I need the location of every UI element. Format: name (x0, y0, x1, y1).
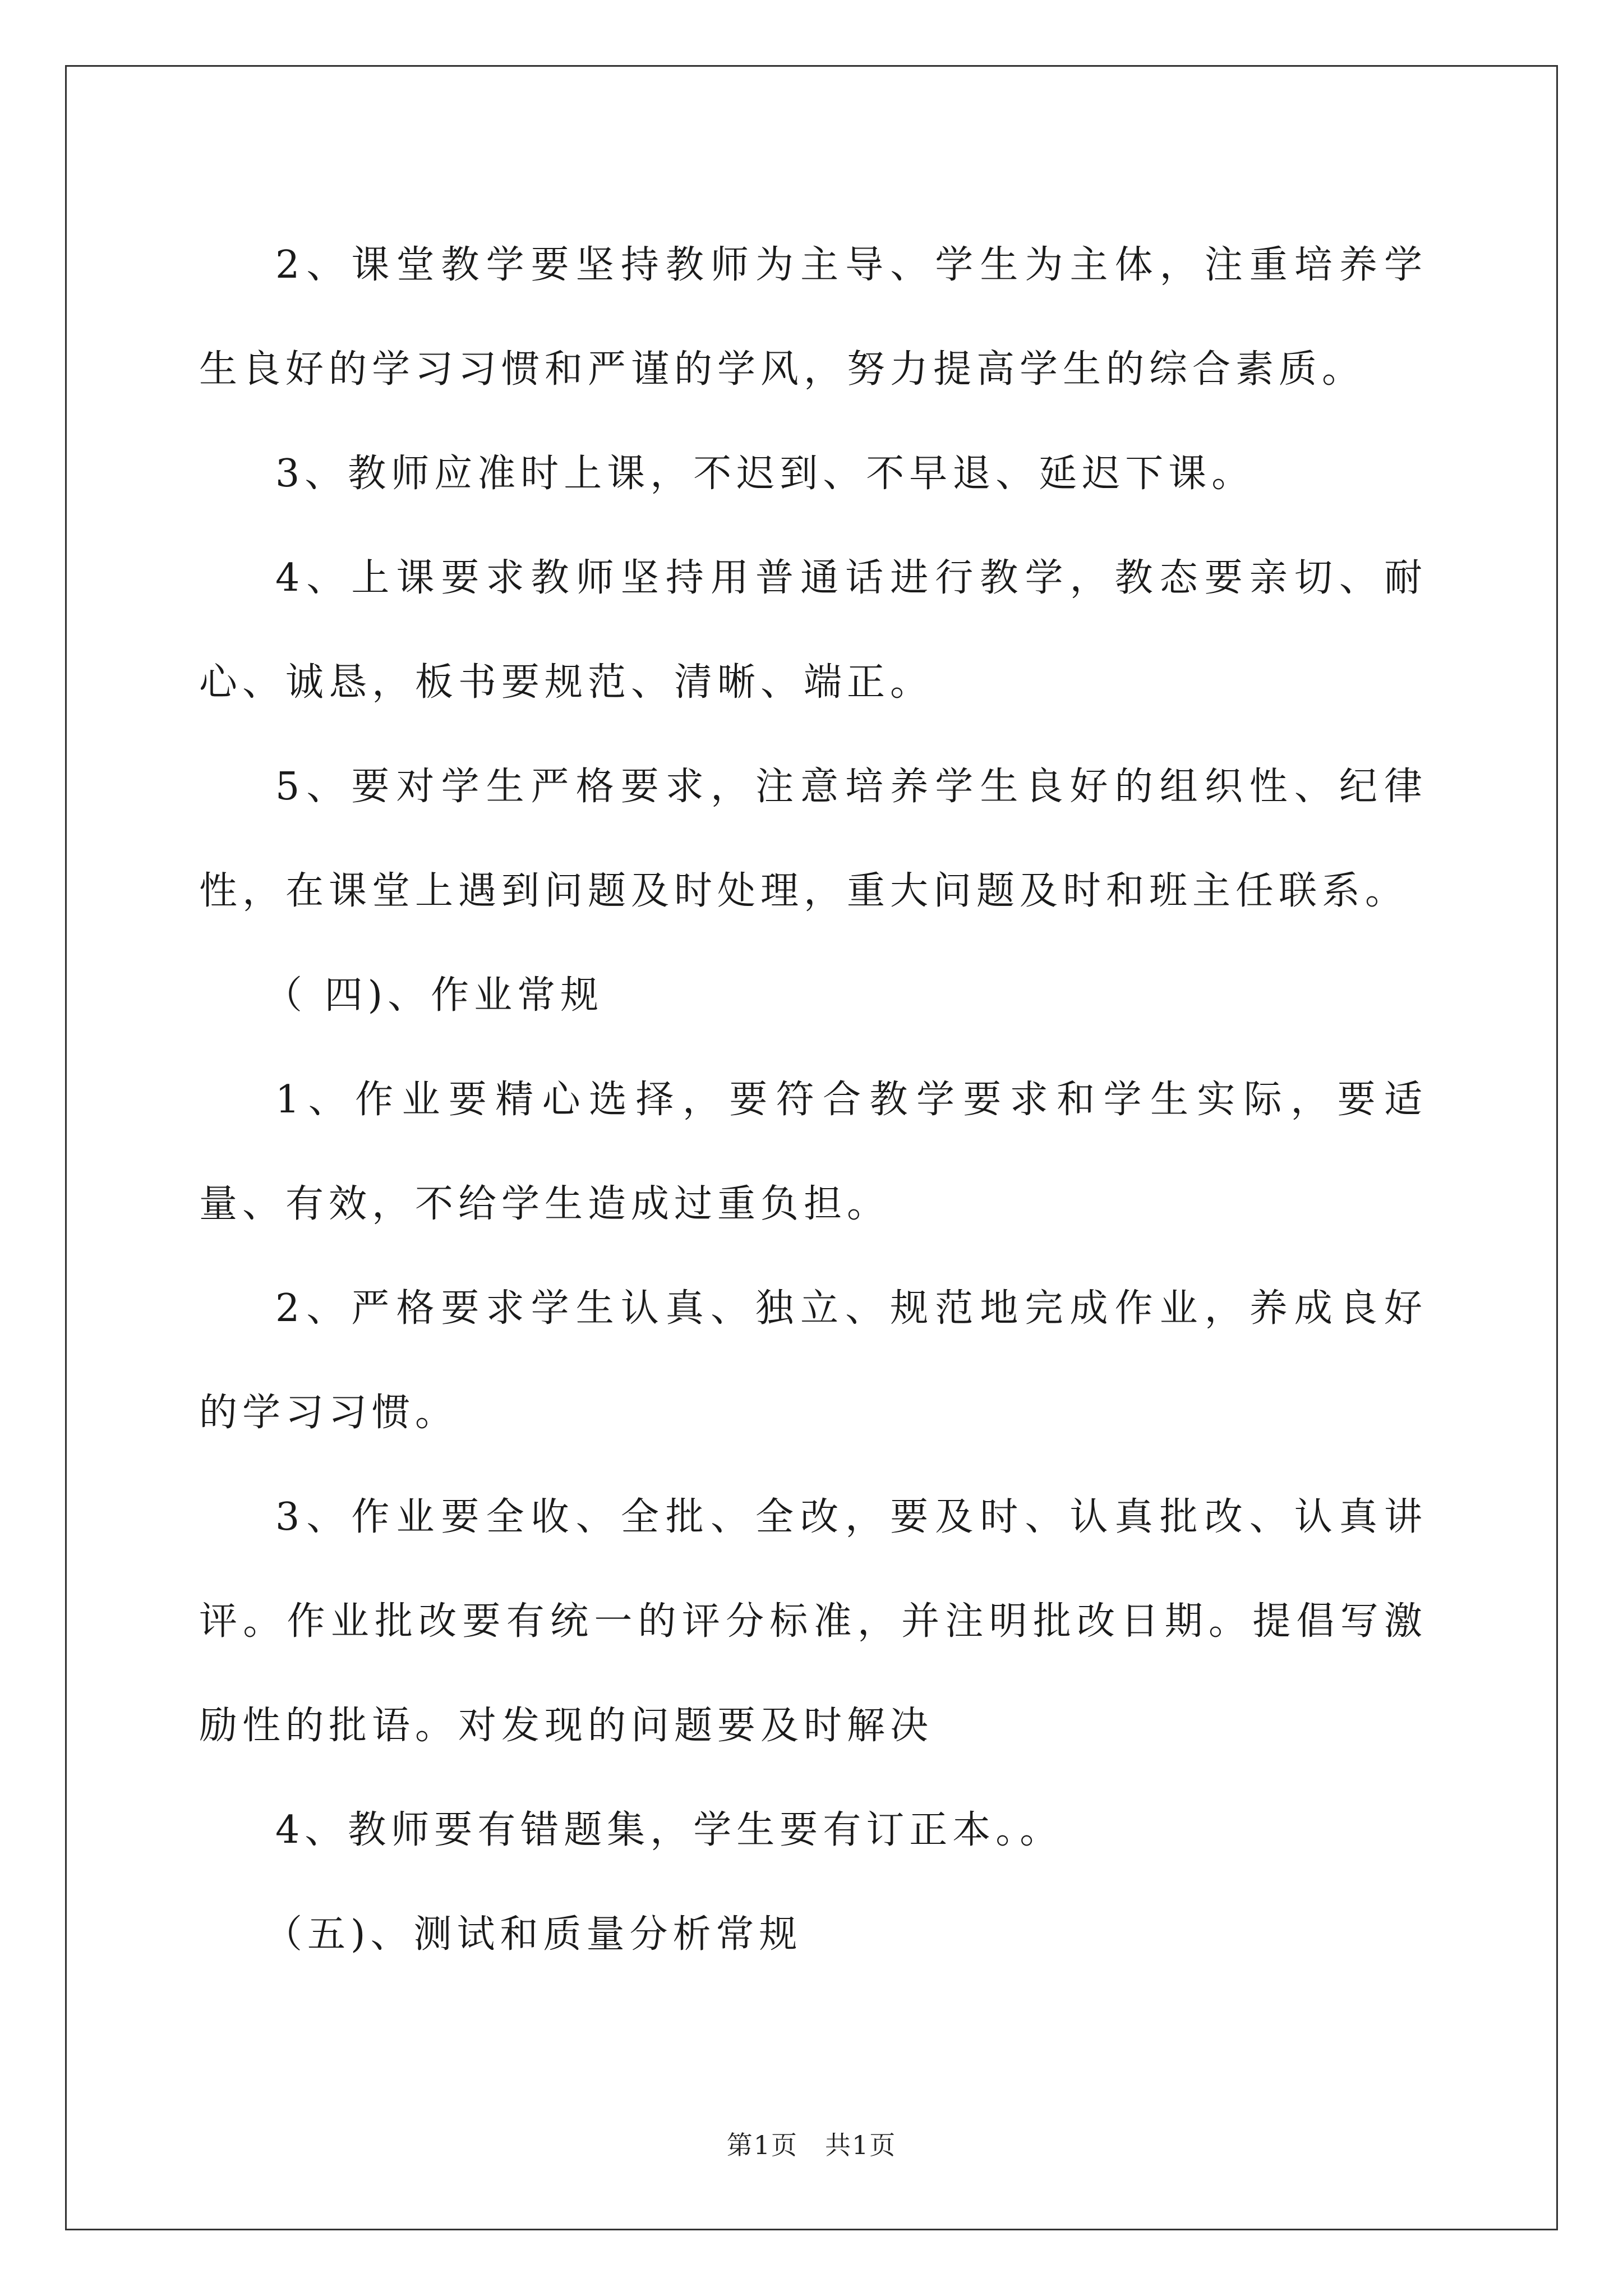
paragraph-homework-3: 3、作业要全收、全批、全改，要及时、认真批改、认真讲评。作业批改要有统一的评分标准，并注明批改日期。提倡写激励性的批语。对发现的问题要及时解决 (199, 1495, 1427, 1748)
paragraph-homework-2: 2、严格要求学生认真、独立、规范地完成作业，养成良好的学习习惯。 (199, 1286, 1427, 1435)
section-heading-testing: （五)、测试和质量分析常规 (264, 1912, 803, 1957)
paragraph-homework-1: 1、作业要精心选择，要符合教学要求和学生实际，要适量、有效，不给学生造成过重负担。 (199, 1078, 1427, 1226)
paragraph-homework-4: 4、教师要有错题集，学生要有订正本。。 (275, 1808, 1063, 1852)
paragraph-item-2-classroom-teaching: 2、课堂教学要坚持教师为主导、学生为主体，注重培养学生良好的学习习惯和严谨的学风，努力提高学生的综合素质。 (199, 243, 1427, 392)
paragraph-item-4-mandarin: 4、上课要求教师坚持用普通话进行教学，教态要亲切、耐心、诚恳，板书要规范、清晰、端正。 (199, 556, 1427, 705)
paragraph-item-3-punctuality: 3、教师应准时上课，不迟到、不早退、延迟下课。 (275, 452, 1255, 496)
document-body (199, 213, 1427, 1987)
paragraph-item-5-discipline: 5、要对学生严格要求，注意培养学生良好的组织性、纪律性，在课堂上遇到问题及时处理，重大问题及时和班主任联系。 (199, 765, 1427, 913)
section-heading-homework: （ 四)、作业常规 (264, 973, 604, 1018)
page-footer: 第1页 共1页 (726, 2130, 897, 2160)
